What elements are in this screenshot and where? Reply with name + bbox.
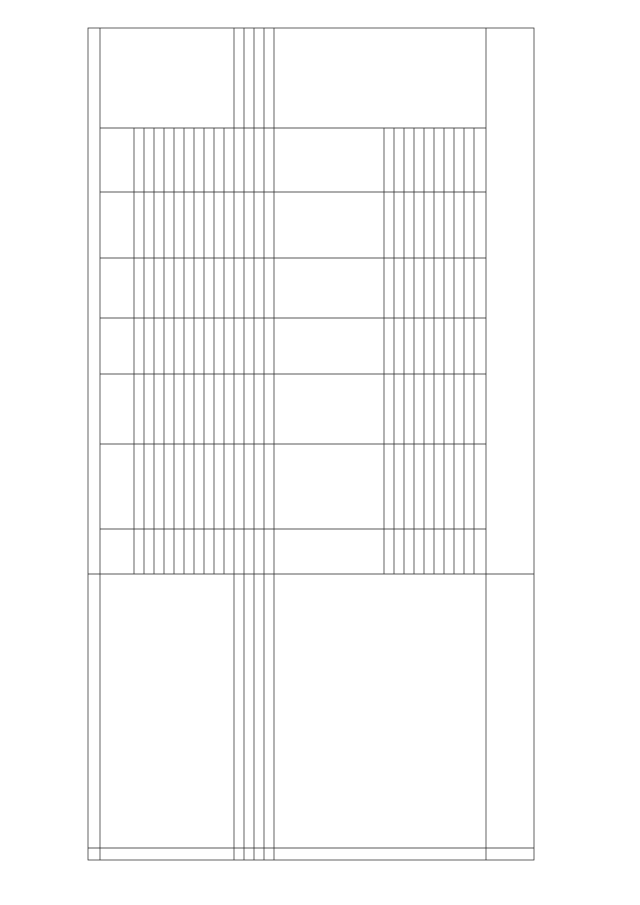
budget-table-grid [88,28,534,860]
